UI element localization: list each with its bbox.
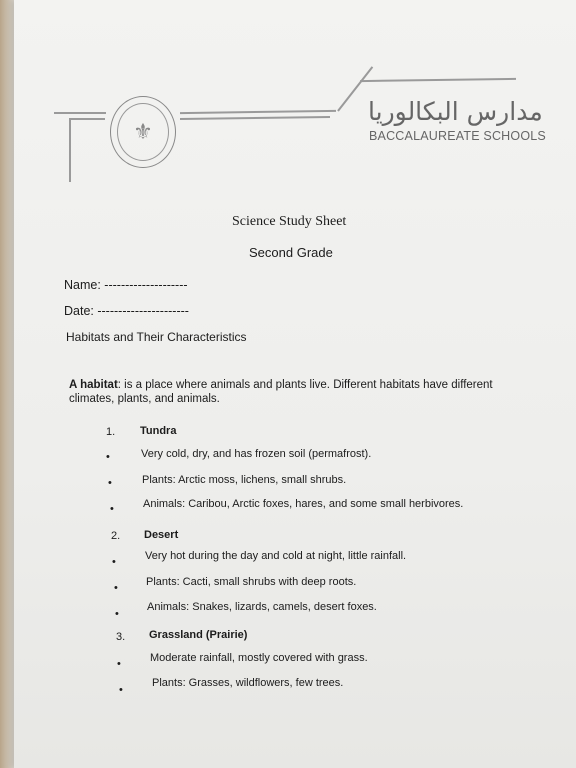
intro-term: A habitat: [69, 379, 118, 391]
list-item: Very cold, dry, and has frozen soil (permafrost).: [141, 448, 372, 460]
list-item: Plants: Grasses, wildflowers, few trees.: [152, 677, 344, 689]
list-item: Moderate rainfall, mostly covered with grass.: [150, 652, 368, 664]
bullet: •: [106, 451, 110, 463]
logo-arabic: مدارس البكالوريا: [368, 97, 543, 126]
habitat-name: Grassland (Prairie): [149, 629, 248, 641]
page-title: Science Study Sheet: [232, 214, 347, 229]
date-field: Date: ----------------------: [64, 304, 189, 318]
intro-text: : is a place where animals and plants live. Different habitats have different climates, plants, and animals.: [69, 379, 493, 405]
habitat-name: Desert: [144, 529, 179, 541]
page-edge: [0, 0, 14, 768]
bullet: •: [115, 608, 119, 620]
header-line-inner: [69, 118, 105, 120]
bullet: •: [110, 503, 114, 515]
list-item: Animals: Caribou, Arctic foxes, hares, and some small herbivores.: [143, 498, 464, 510]
habitat-number: 3.: [116, 631, 126, 643]
bullet: •: [112, 556, 116, 568]
list-item: Plants: Arctic moss, lichens, small shrubs.: [142, 474, 347, 486]
logo-english: BACCALAUREATE SCHOOLS: [369, 129, 546, 143]
grade-label: Second Grade: [249, 245, 333, 260]
header-line-left: [54, 112, 106, 114]
topic-heading: Habitats and Their Characteristics: [66, 330, 247, 344]
bullet: •: [114, 582, 118, 594]
habitat-number: 2.: [111, 530, 121, 542]
bullet: •: [108, 477, 112, 489]
school-seal: [110, 96, 176, 168]
header-line-vertical: [69, 118, 71, 182]
name-field: Name: --------------------: [64, 278, 188, 292]
habitat-number: 1.: [106, 426, 116, 438]
bullet: •: [117, 658, 121, 670]
habitat-name: Tundra: [140, 425, 177, 437]
bullet: •: [119, 684, 123, 696]
seal-emblem-icon: ⚜: [117, 103, 169, 161]
list-item: Plants: Cacti, small shrubs with deep roots.: [146, 576, 357, 588]
intro-paragraph: [69, 378, 529, 406]
list-item: Animals: Snakes, lizards, camels, desert foxes.: [147, 601, 377, 613]
list-item: Very hot during the day and cold at night, little rainfall.: [145, 550, 407, 562]
